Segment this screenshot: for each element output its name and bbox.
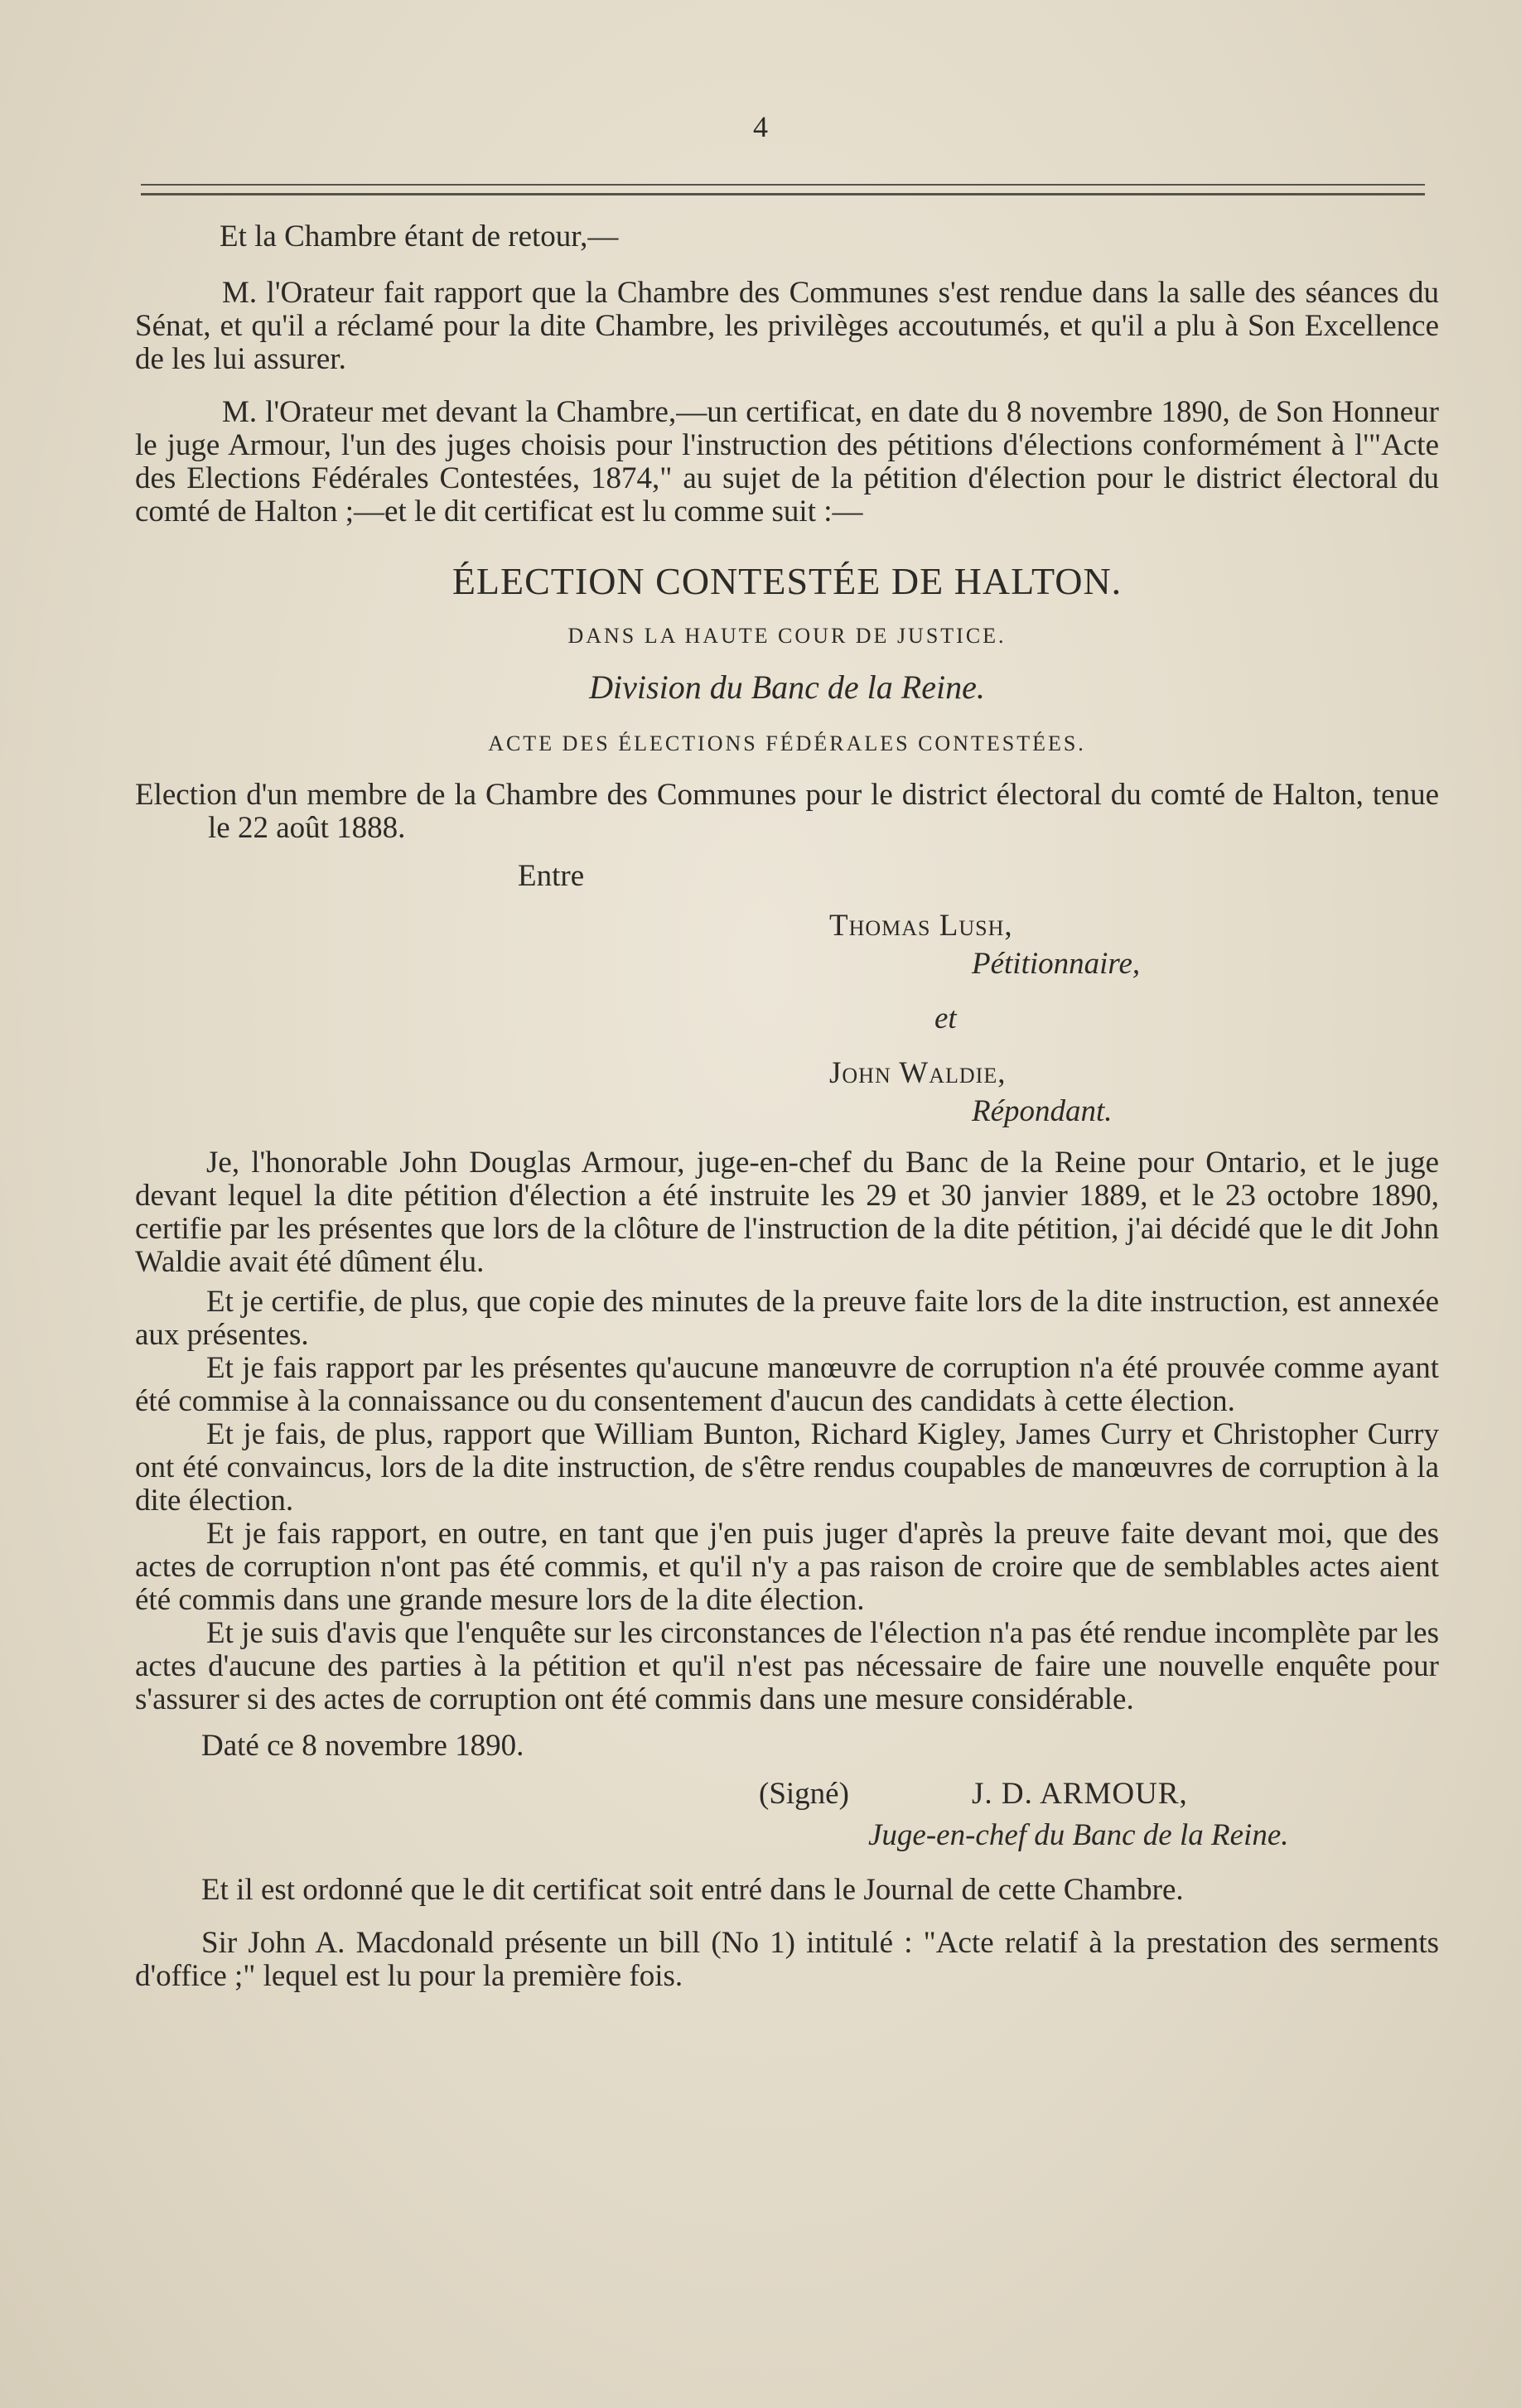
signer-title: Juge-en-chef du Banc de la Reine.	[868, 1818, 1289, 1852]
certificate-election: Election d'un membre de la Chambre des Communes pour le district électoral du comté de Halton, tenue le 22 août 1888.	[135, 778, 1439, 845]
petitioner-role: Pétitionnaire,	[972, 947, 1141, 981]
certificate-paragraph: Et je fais rapport, en outre, en tant que j'en puis juger d'après la preuve faite devant moi, que des actes de corruption n'ont pas été commis, et qu'il n'y a pas raison de croire que de semblables actes aient été commis dans une grande mesure lors de la dite élection.	[135, 1517, 1439, 1617]
page-number: 4	[753, 110, 768, 143]
paragraph-speaker-report: M. l'Orateur fait rapport que la Chambre des Communes s'est rendue dans la salle des séances du Sénat, et qu'il a réclamé pour la dite Chambre, les privilèges accoutumés, et qu'il a plu à Son Excellence de les lui assurer.	[135, 276, 1439, 376]
certificate-title: ÉLECTION CONTESTÉE DE HALTON.	[451, 560, 1123, 602]
certificate-et: et	[934, 1001, 957, 1035]
signed-label: (Signé)	[759, 1777, 849, 1811]
certificate-paragraph: Et je certifie, de plus, que copie des minutes de la preuve faite lors de la dite instruction, est annexée aux présentes.	[135, 1285, 1439, 1352]
paragraph-bill: Sir John A. Macdonald présente un bill (No 1) intitulé : "Acte relatif à la prestation des serments d'office ;" lequel est lu pour la première fois.	[135, 1926, 1439, 1993]
paragraph-certificate-intro: M. l'Orateur met devant la Chambre,—un certificat, en date du 8 novembre 1890, de Son Honneur le juge Armour, l'un des juges choisis pour l'instruction des pétitions d'élections conformément à l'"Acte des Elections Fédérales Contestées, 1874," au sujet de la pétition d'élection pour le district électoral du comté de Halton ;—et le dit certificat est lu comme suit :—	[135, 395, 1439, 528]
paragraph-order: Et il est ordonné que le dit certificat soit entré dans le Journal de cette Chambre.	[201, 1873, 1184, 1907]
certificate-date: Daté ce 8 novembre 1890.	[201, 1729, 524, 1763]
certificate-act: ACTE DES ÉLECTIONS FÉDÉRALES CONTESTÉES.	[488, 731, 1086, 755]
signer-name: J. D. ARMOUR,	[972, 1777, 1188, 1811]
certificate-paragraph: Et je fais, de plus, rapport que William Bunton, Richard Kigley, James Curry et Christopher Curry ont été convaincus, lors de la dite instruction, de s'être rendus coupables de manœuvres de corruption à la dite élection.	[135, 1417, 1439, 1518]
certificate-entre: Entre	[518, 859, 585, 893]
respondent-name: John Waldie,	[829, 1056, 1007, 1090]
header-rule-thick	[141, 193, 1425, 195]
certificate-division: Division du Banc de la Reine.	[589, 668, 985, 706]
certificate-paragraph: Je, l'honorable John Douglas Armour, juge-en-chef du Banc de la Reine pour Ontario, et le juge devant lequel la dite pétition d'élection a été instruite les 29 et 30 janvier 1889, et le 23 octobre 1890, certifie par les présentes que lors de la clôture de l'instruction de la dite pétition, j'ai décidé que le dit John Waldie avait été dûment élu.	[135, 1146, 1439, 1279]
certificate-paragraph: Et je fais rapport par les présentes qu'aucune manœuvre de corruption n'a été prouvée comme ayant été commise à la connaissance ou du consentement d'aucun des candidats à cette élection.	[135, 1351, 1439, 1418]
page-body	[135, 220, 1439, 1993]
respondent-role: Répondant.	[972, 1094, 1113, 1128]
certificate-court: DANS LA HAUTE COUR DE JUSTICE.	[567, 624, 1007, 648]
certificate-paragraph: Et je suis d'avis que l'enquête sur les circonstances de l'élection n'a pas été rendue incomplète par les actes d'aucune des parties à la pétition et qu'il n'est pas nécessaire de faire une nouvelle enquête pour s'assurer si des actes de corruption ont été commis dans une mesure considérable.	[135, 1616, 1439, 1716]
petitioner-name: Thomas Lush,	[829, 909, 1013, 943]
paragraph-return: Et la Chambre étant de retour,—	[220, 220, 619, 253]
signature-row	[135, 1773, 1439, 1816]
header-rule-thin	[141, 184, 1425, 186]
